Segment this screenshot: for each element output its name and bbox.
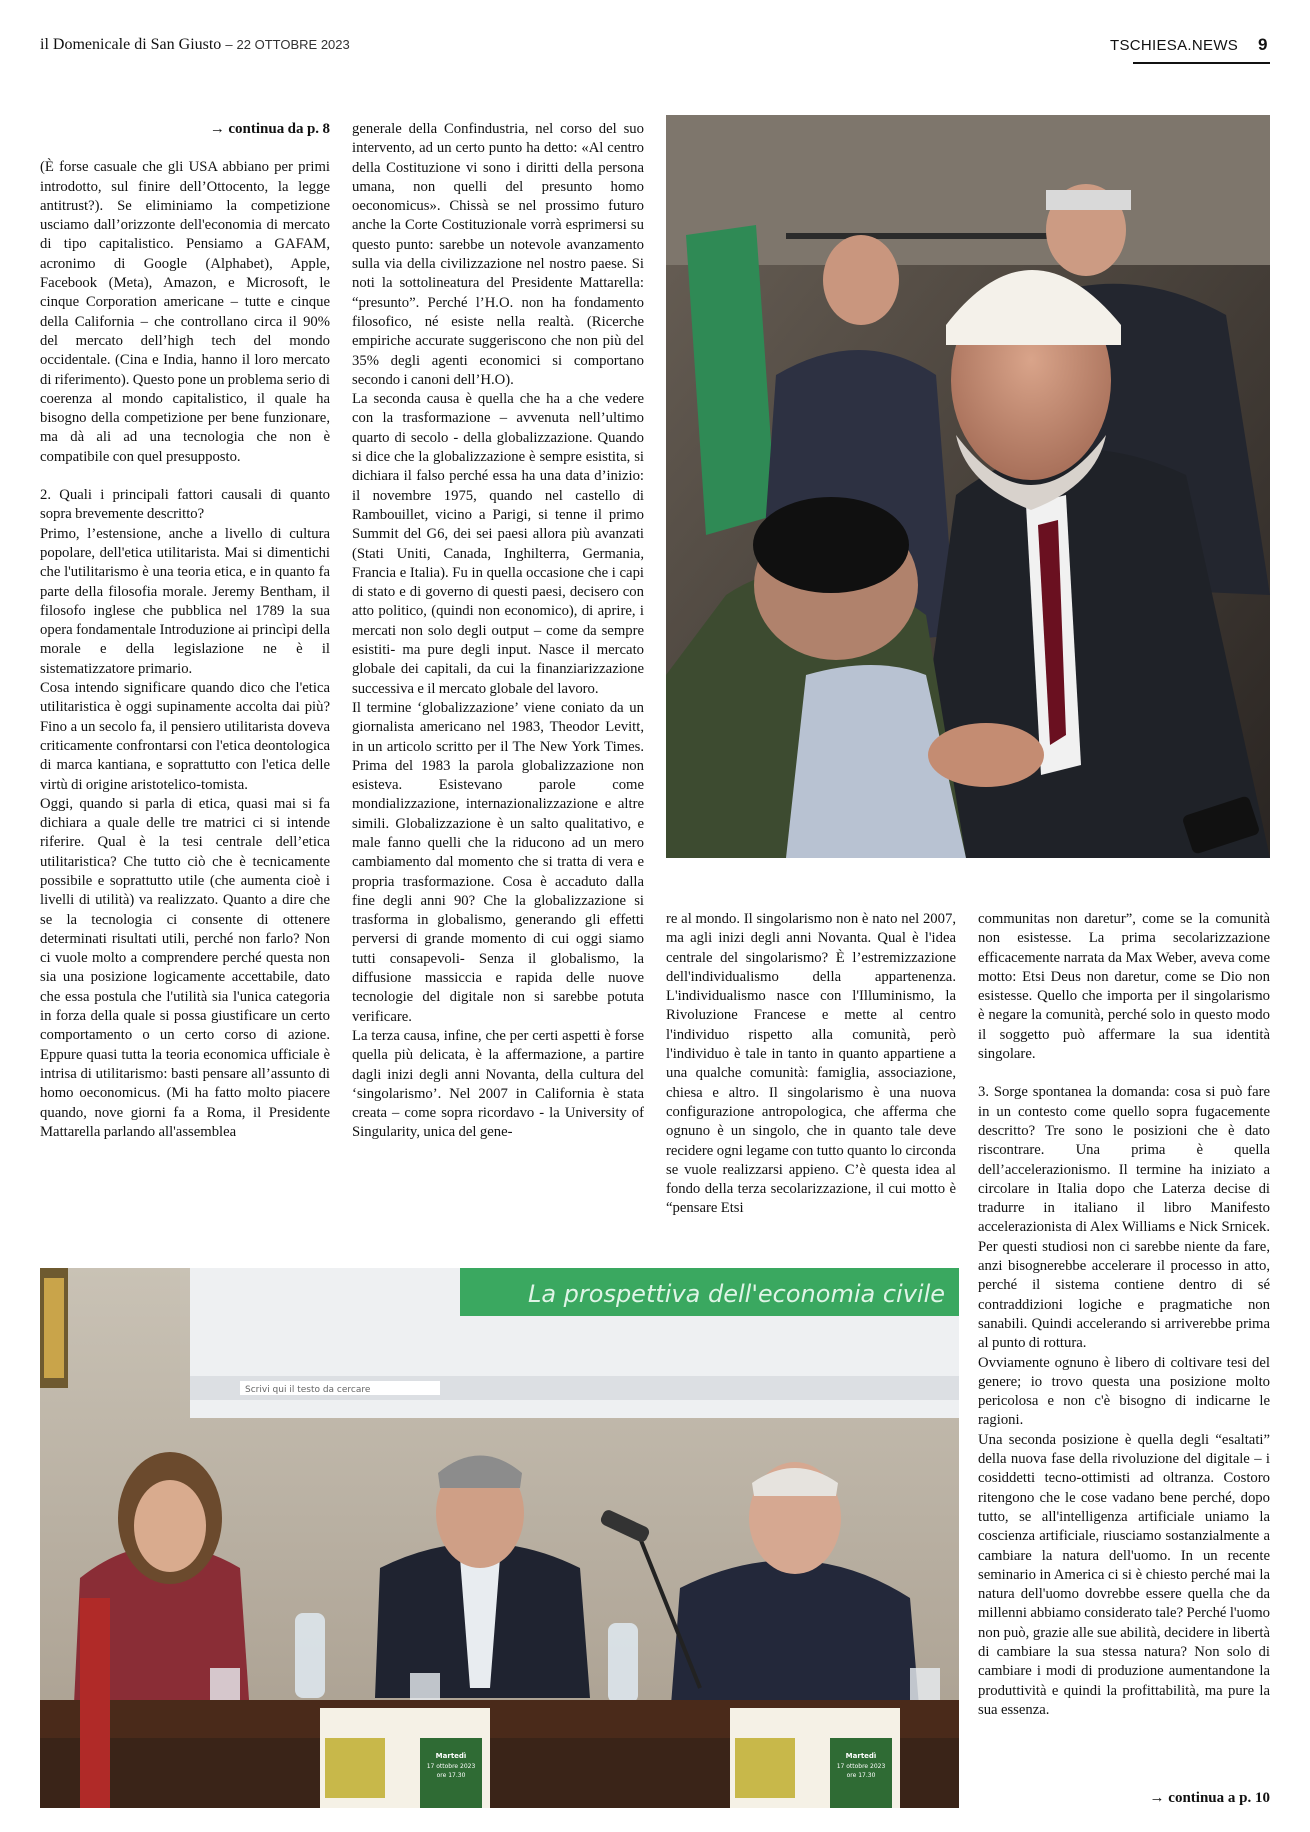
paragraph: Primo, l’estensione, anche a livello di cultura popolare, dell'etica utilitarista. Mai si dimentichi che l'utilitarismo è una teoria etica, e in quanto fa parte della filosofia morale. Jeremy Bentham, il filosofo inglese che pubblica nel 1789 la sua opera fondamentale Introduzione ai princìpi della morale e della legislazione ne è il sistematizzatore primario. — [40, 525, 330, 677]
section-heading: 2. Quali i principali fattori causali di quanto sopra brevemente descritto? — [40, 487, 330, 523]
paragraph: 3. Sorge spontanea la domanda: cosa si può fare in un contesto come quello sopra fugacemente descritto? Tre sono le posizioni che è dato riscontrare. Una prima è quella dell’accelerazionismo. Il termine ha iniziato a circolare in Italia dopo che Laterza decise di tradurre in italiano il libro Manifesto accelerazionista di Alex Williams e Nick Srnicek. Per questi studiosi non ci sarebbe niente da fare, anzi bisognerebbe accelerare il processo in atto, perché il sistema contiene dentro di sé contraddizioni logiche e pragmatiche non sanabili. Quindi accelerando si arriverebbe prima al punto di rottura. — [978, 1084, 1270, 1352]
right-arrow-icon: → — [209, 121, 225, 137]
paragraph: communitas non daretur”, come se la comunità non esistesse. La prima secolarizzazione efficacemente narrata da Max Weber, aveva come motto: Etsi Deus non daretur, come se Dio non esistesse. Quello che importa per il singolarismo è negare la comunità, perché solo in questo modo il soggetto può affermare la sua identità singolare. — [978, 911, 1270, 1063]
event-poster-left — [320, 1708, 490, 1808]
poster-day: Martedì — [845, 1752, 877, 1760]
paragraph: La terza causa, infine, che per certi aspetti è forse quella più delicata, è la affermazione, a partire dagli inizi degli anni Novanta, della cultura del ‘singolarismo’. Nel 2007 in California è stata creata – come sopra ricordavo - la University of Singularity, unica del gene- — [352, 1027, 644, 1141]
page-number: 9 — [1258, 35, 1268, 54]
event-poster-right — [730, 1708, 900, 1808]
poster-time: ore 17.30 — [846, 1772, 876, 1779]
article-column-2 — [352, 120, 644, 1143]
continued-from-label: continua da p. 8 — [228, 121, 330, 137]
photo-panel-discussion — [40, 1268, 959, 1808]
paragraph: re al mondo. Il singolarismo non è nato nel 2007, ma agli inizi degli anni Novanta. Qual è l'idea centrale del singolarismo? È l’estremizzazione dell'individualismo della appartenenza. L'individualismo nasce con l'Illuminismo, la Rivoluzione Francese e mette al centro l'individuo rispetto alla comunità, però l'individuo è tale in tanto in quanto appartiene a una qualche comunità: famiglia, associazione, chiesa e altro. Il singolarismo è una nuova configurazione antropologica, che afferma che ognuno è un singolo, che in quanto tale deve recidere ogni legame con tutto quanto lo circonda se vuole realizzarsi appieno. C’è questa idea al fondo della terza secolarizzazione, il cui motto è “pensare Etsi — [666, 911, 956, 1217]
article-column-4 — [978, 910, 1270, 1720]
poster-day: Martedì — [435, 1752, 467, 1760]
article-column-1 — [40, 120, 330, 1142]
photo-handshake — [666, 115, 1270, 858]
paragraph: Una seconda posizione è quella degli “esaltati” della nuova fase della rivoluzione del digitale – i cosiddetti tecno-ottimisti ad oltranza. Costoro ritengono che le cose vadano bene perché, dopo tutto, se all'intelligenza artificiale uniamo la coscienza artificiale, riusciamo sostanzialmente a cambiare la natura dell'uomo. In un recente seminario in America ci si è chiesto perché mai la natura dell'uomo dovrebbe essere quella che da millenni abbiamo considerato tale? Perché l'uomo non può, grazie alle sue abilità, decidere in libertà di cambiare la sua stessa natura? Non solo di cambiare i modi di produzione aumentandone la produttività e quindi la profittabilità, ma pure la sua essenza. — [978, 1431, 1270, 1718]
header-rule — [1133, 62, 1270, 64]
taskbar-search-text: Scrivi qui il testo da cercare — [245, 1385, 371, 1395]
photo-panel-image — [40, 1268, 959, 1808]
header-dash: – — [225, 37, 233, 52]
continued-to-label: continua a p. 10 — [1168, 1790, 1270, 1806]
paragraph: (È forse casuale che gli USA abbiano per primi introdotto, sul finire dell’Ottocento, la legge antitrust?). Se eliminiamo la competizione usciamo dall’orizzonte dell'economia di mercato di tipo capitalistico. Pensiamo a GAFAM, acronimo di Google (Alphabet), Apple, Facebook (Meta), Amazon, e Microsoft, le cinque Corporation americane – tutte e cinque della California – che controllano circa il 90% del mercato dell’high tech del mondo occidentale. (Cina e India, hanno il loro mercato di riferimento). Questo pone un problema serio di coerenza al mondo capitalistico, il quale ha bisogno della competizione per bene funzionare, ma dà ali ad una tecnologia che non è compatibile con quel presupposto. — [40, 159, 330, 465]
paragraph: Cosa intendo significare quando dico che l'etica utilitaristica è oggi supinamente accolta dai più? Fino a un secolo fa, il pensiero utilitarista doveva criticamente confrontarsi con l'etica deontologica di marca kantiana, e soprattutto con l'etica delle virtù di origine aristotelico-tomista. — [40, 680, 330, 793]
poster-date: 17 ottobre 2023 — [426, 1763, 476, 1770]
article-column-3 — [666, 910, 956, 1219]
continued-to[interactable] — [1120, 1790, 1270, 1807]
paragraph: Ovviamente ognuno è libero di coltivare tesi del genere; io trovo questa una posizione molto pericolosa e non c'è bisogno di indicarne le ragioni. — [978, 1354, 1270, 1429]
newspaper-name: il Domenicale di San Giusto — [40, 36, 222, 53]
site-name[interactable]: TSCHIESA.NEWS — [1110, 37, 1239, 54]
continued-from[interactable] — [40, 120, 330, 139]
poster-time: ore 17.30 — [436, 1772, 466, 1779]
paragraph: La seconda causa è quella che ha a che vedere con la trasformazione – avvenuta nell’ultimo quarto di secolo - della globalizzazione. Quando si dice che la globalizzazione è sempre esistita, si dichiara il falso perché essa ha una data d’inizio: il novembre 1975, quando nel castello di Rambouillet, vicino a Parigi, si tenne il primo Summit del G6, dei sei paesi allora più avanzati (Stati Uniti, Canada, Inghilterra, Germania, Francia e Italia). Fu in quella occasione che i capi di stato e di governo di questi paesi, decisero con atto politico, (quindi non economico), di aprire, i mercati non solo degli output – come da sempre esistiti- ma pure degli input. Nasce il mercato globale dei capitali, da cui la finanziarizzazione successiva e il mercato globale del lavoro. — [352, 391, 644, 697]
photo-handshake-image — [666, 115, 1270, 858]
banner-text: La prospettiva dell'economia civile — [527, 1280, 945, 1308]
poster-date: 17 ottobre 2023 — [836, 1763, 886, 1770]
issue-date: 22 OTTOBRE 2023 — [236, 37, 350, 52]
masthead — [40, 36, 350, 54]
paragraph: Il termine ‘globalizzazione’ viene coniato da un giornalista americano nel 1983, Theodor Levitt, in un articolo scritto per il The New York Times. Prima del 1983 la parola globalizzazione non esisteva. Esistevano parole come mondializzazione, internazionalizzazione e altre simili. Globalizzazione è un salto qualitativo, e male fanno quelli che la riducono ad un mero cambiamento dal momento che si tratta di vera e propria trasformazione. Cosa è accaduto dalla fine degli anni 90? Che la globalizzazione si trasforma in globalismo, generando gli effetti perversi di grande momento di cui oggi siamo tutti consapevoli- Senza il globalismo, la diffusione massiccia e rapida delle nuove tecnologie del digitale non si sarebbe potuta verificare. — [352, 699, 644, 1025]
paragraph: generale della Confindustria, nel corso del suo intervento, ad un certo punto ha detto: «Al centro della Costituzione vi sono i diritti della persona umana, non quelli del presunto homo oeconomicus». Chissà se nel prossimo futuro anche la Corte Costituzionale vorrà esprimersi su questo punto: sarebbe un notevole avanzamento sulla via della civilizzazione nel nostro paese. Si noti la sottolineatura del Presidente Mattarella: “presunto”. Perché l’H.O. non ha fondamento filosofico, né esiste nella realtà. (Ricerche empiriche accurate suggeriscono che non più del 35% degli agenti economici si comportano secondo i canoni dell’H.O). — [352, 121, 644, 388]
right-arrow-icon: → — [1149, 1790, 1165, 1806]
paragraph: Oggi, quando si parla di etica, quasi mai si fa dichiara a quale delle tre matrici ci si intende riferire. Qual è la tesi centrale dell’etica utilitaristica? Che tutto ciò che è tecnicamente possibile e soprattutto utile (che aumenta cioè i livelli di utilità) va realizzato. Quanto a dire che se la tecnologia ci consente di ottenere determinati risultati utili, perché non farlo? Non ci vuole molto a comprendere perché questa non sia una posizione logicamente accettabile, dato che essa postula che l'utilità sia l'unica categoria in forza della quale si possa giustificare un certo comportamento o un certo corso di azione. Eppure quasi tutta la teoria economica ufficiale è intrisa di utilitarismo: basti pensare all’assunto di homo oeconomicus. (Mi ha fatto molto piacere quando, nove giorni fa a Roma, il Presidente Mattarella parlando all'assemblea — [40, 795, 330, 1140]
